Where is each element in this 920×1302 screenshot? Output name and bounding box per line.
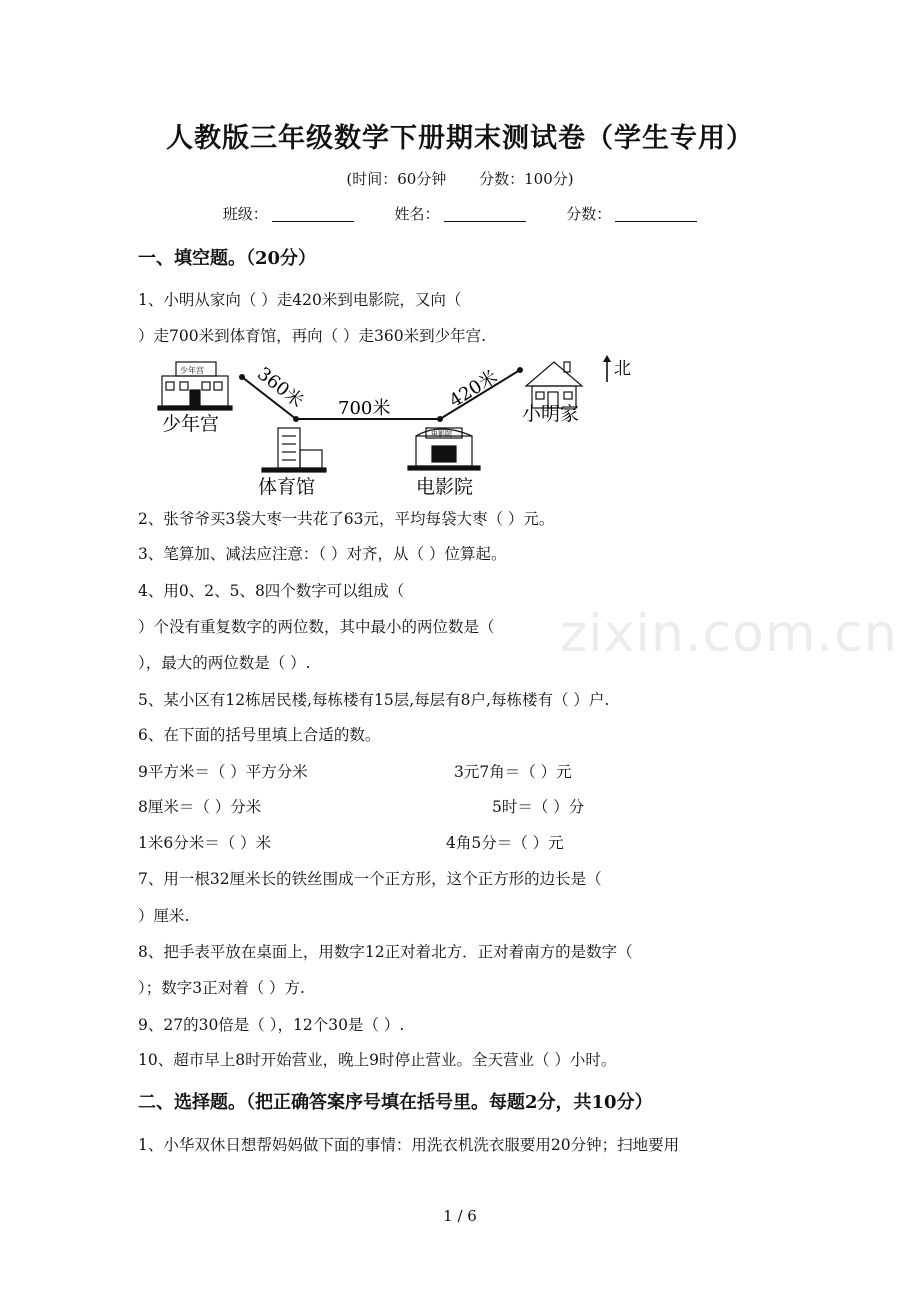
- q6-conversion-1b: 3元7角＝（ ）元: [454, 763, 572, 781]
- page-title: 人教版三年级数学下册期末测试卷（学生专用）: [166, 123, 754, 154]
- route-diagram: [150, 352, 650, 502]
- q9: 9、27的30倍是（ ），12个30是（ ）.: [138, 1016, 405, 1034]
- section2-heading: 二、选择题。（把正确答案序号填在括号里。每题2分，共10分）: [138, 1092, 653, 1113]
- class-blank[interactable]: [272, 205, 354, 222]
- q6-conversion-3b: 4角5分＝（ ）元: [446, 834, 564, 852]
- q4-line3: ），最大的两位数是（ ）.: [138, 654, 311, 672]
- exam-time: (时间：60分钟: [346, 170, 447, 188]
- home-icon: [526, 362, 582, 408]
- q8-line1: 8、把手表平放在桌面上，用数字12正对着北方．正对着南方的是数字（: [138, 943, 633, 961]
- gym-label: 体育馆: [258, 476, 316, 498]
- cinema-sign: 电影院: [431, 430, 452, 438]
- q6-conversion-1a: 9平方米＝（ ）平方分米: [138, 763, 308, 781]
- cinema-label: 电影院: [416, 476, 474, 498]
- gym-icon: [262, 428, 326, 472]
- q6-conversion-2b: 5时＝（ ）分: [492, 798, 585, 816]
- q4-line2: ）个没有重复数字的两位数，其中最小的两位数是（: [138, 618, 495, 636]
- s2-q1-line1: 1、小华双休日想帮妈妈做下面的事情：用洗衣机洗衣服要用20分钟；扫地要用: [138, 1136, 680, 1154]
- q1-line1: 1、小明从家向（ ）走420米到电影院，又向（: [138, 291, 462, 309]
- q4-line1: 4、用0、2、5、8四个数字可以组成（: [138, 582, 405, 600]
- q7-line1: 7、用一根32厘米长的铁丝围成一个正方形，这个正方形的边长是（: [138, 870, 602, 888]
- watermark: zixin.com.cn: [560, 604, 898, 664]
- q5: 5、某小区有12栋居民楼,每栋楼有15层,每层有8户,每栋楼有（ ）户.: [138, 691, 610, 709]
- distance-700-label: 700米: [338, 398, 391, 419]
- name-blank[interactable]: [444, 205, 526, 222]
- q7-line2: ）厘米.: [138, 907, 190, 925]
- score-blank[interactable]: [615, 205, 697, 222]
- page-number: 1 / 6: [443, 1207, 477, 1225]
- exam-total-score: 分数：100分): [479, 170, 574, 188]
- score-field: 分数：: [566, 203, 697, 224]
- youth-palace-label: 少年宫: [162, 413, 220, 435]
- q3: 3、笔算加、减法应注意：（ ）对齐，从（ ）位算起。: [138, 545, 507, 563]
- q10: 10、超市早上8时开始营业，晚上9时停止营业。全天营业（ ）小时。: [138, 1051, 617, 1069]
- q2: 2、张爷爷买3袋大枣一共花了63元，平均每袋大枣（ ）元。: [138, 510, 555, 528]
- distance-360-label: 360米: [253, 363, 308, 413]
- q6-conversion-2a: 8厘米＝（ ）分米: [138, 798, 262, 816]
- north-label: 北: [614, 359, 631, 379]
- home-label: 小明家: [522, 403, 580, 425]
- exam-info: [0, 168, 920, 189]
- class-field: 班级：: [223, 203, 354, 224]
- q6-conversion-3a: 1米6分米＝（ ）米: [138, 834, 272, 852]
- youth-palace-sign: 少年宫: [180, 366, 204, 375]
- name-field: 姓名：: [394, 203, 525, 224]
- north-arrow-icon: [603, 355, 611, 382]
- distance-420-label: 420米: [445, 366, 502, 412]
- q6: 6、在下面的括号里填上合适的数。: [138, 726, 381, 744]
- q8-line2: ）；数字3正对着（ ）方.: [138, 979, 305, 997]
- q1-line2: ）走700米到体育馆，再向（ ）走360米到少年宫.: [138, 327, 487, 345]
- student-info-fields: [0, 203, 920, 224]
- section1-heading: 一、填空题。（20分）: [138, 248, 317, 269]
